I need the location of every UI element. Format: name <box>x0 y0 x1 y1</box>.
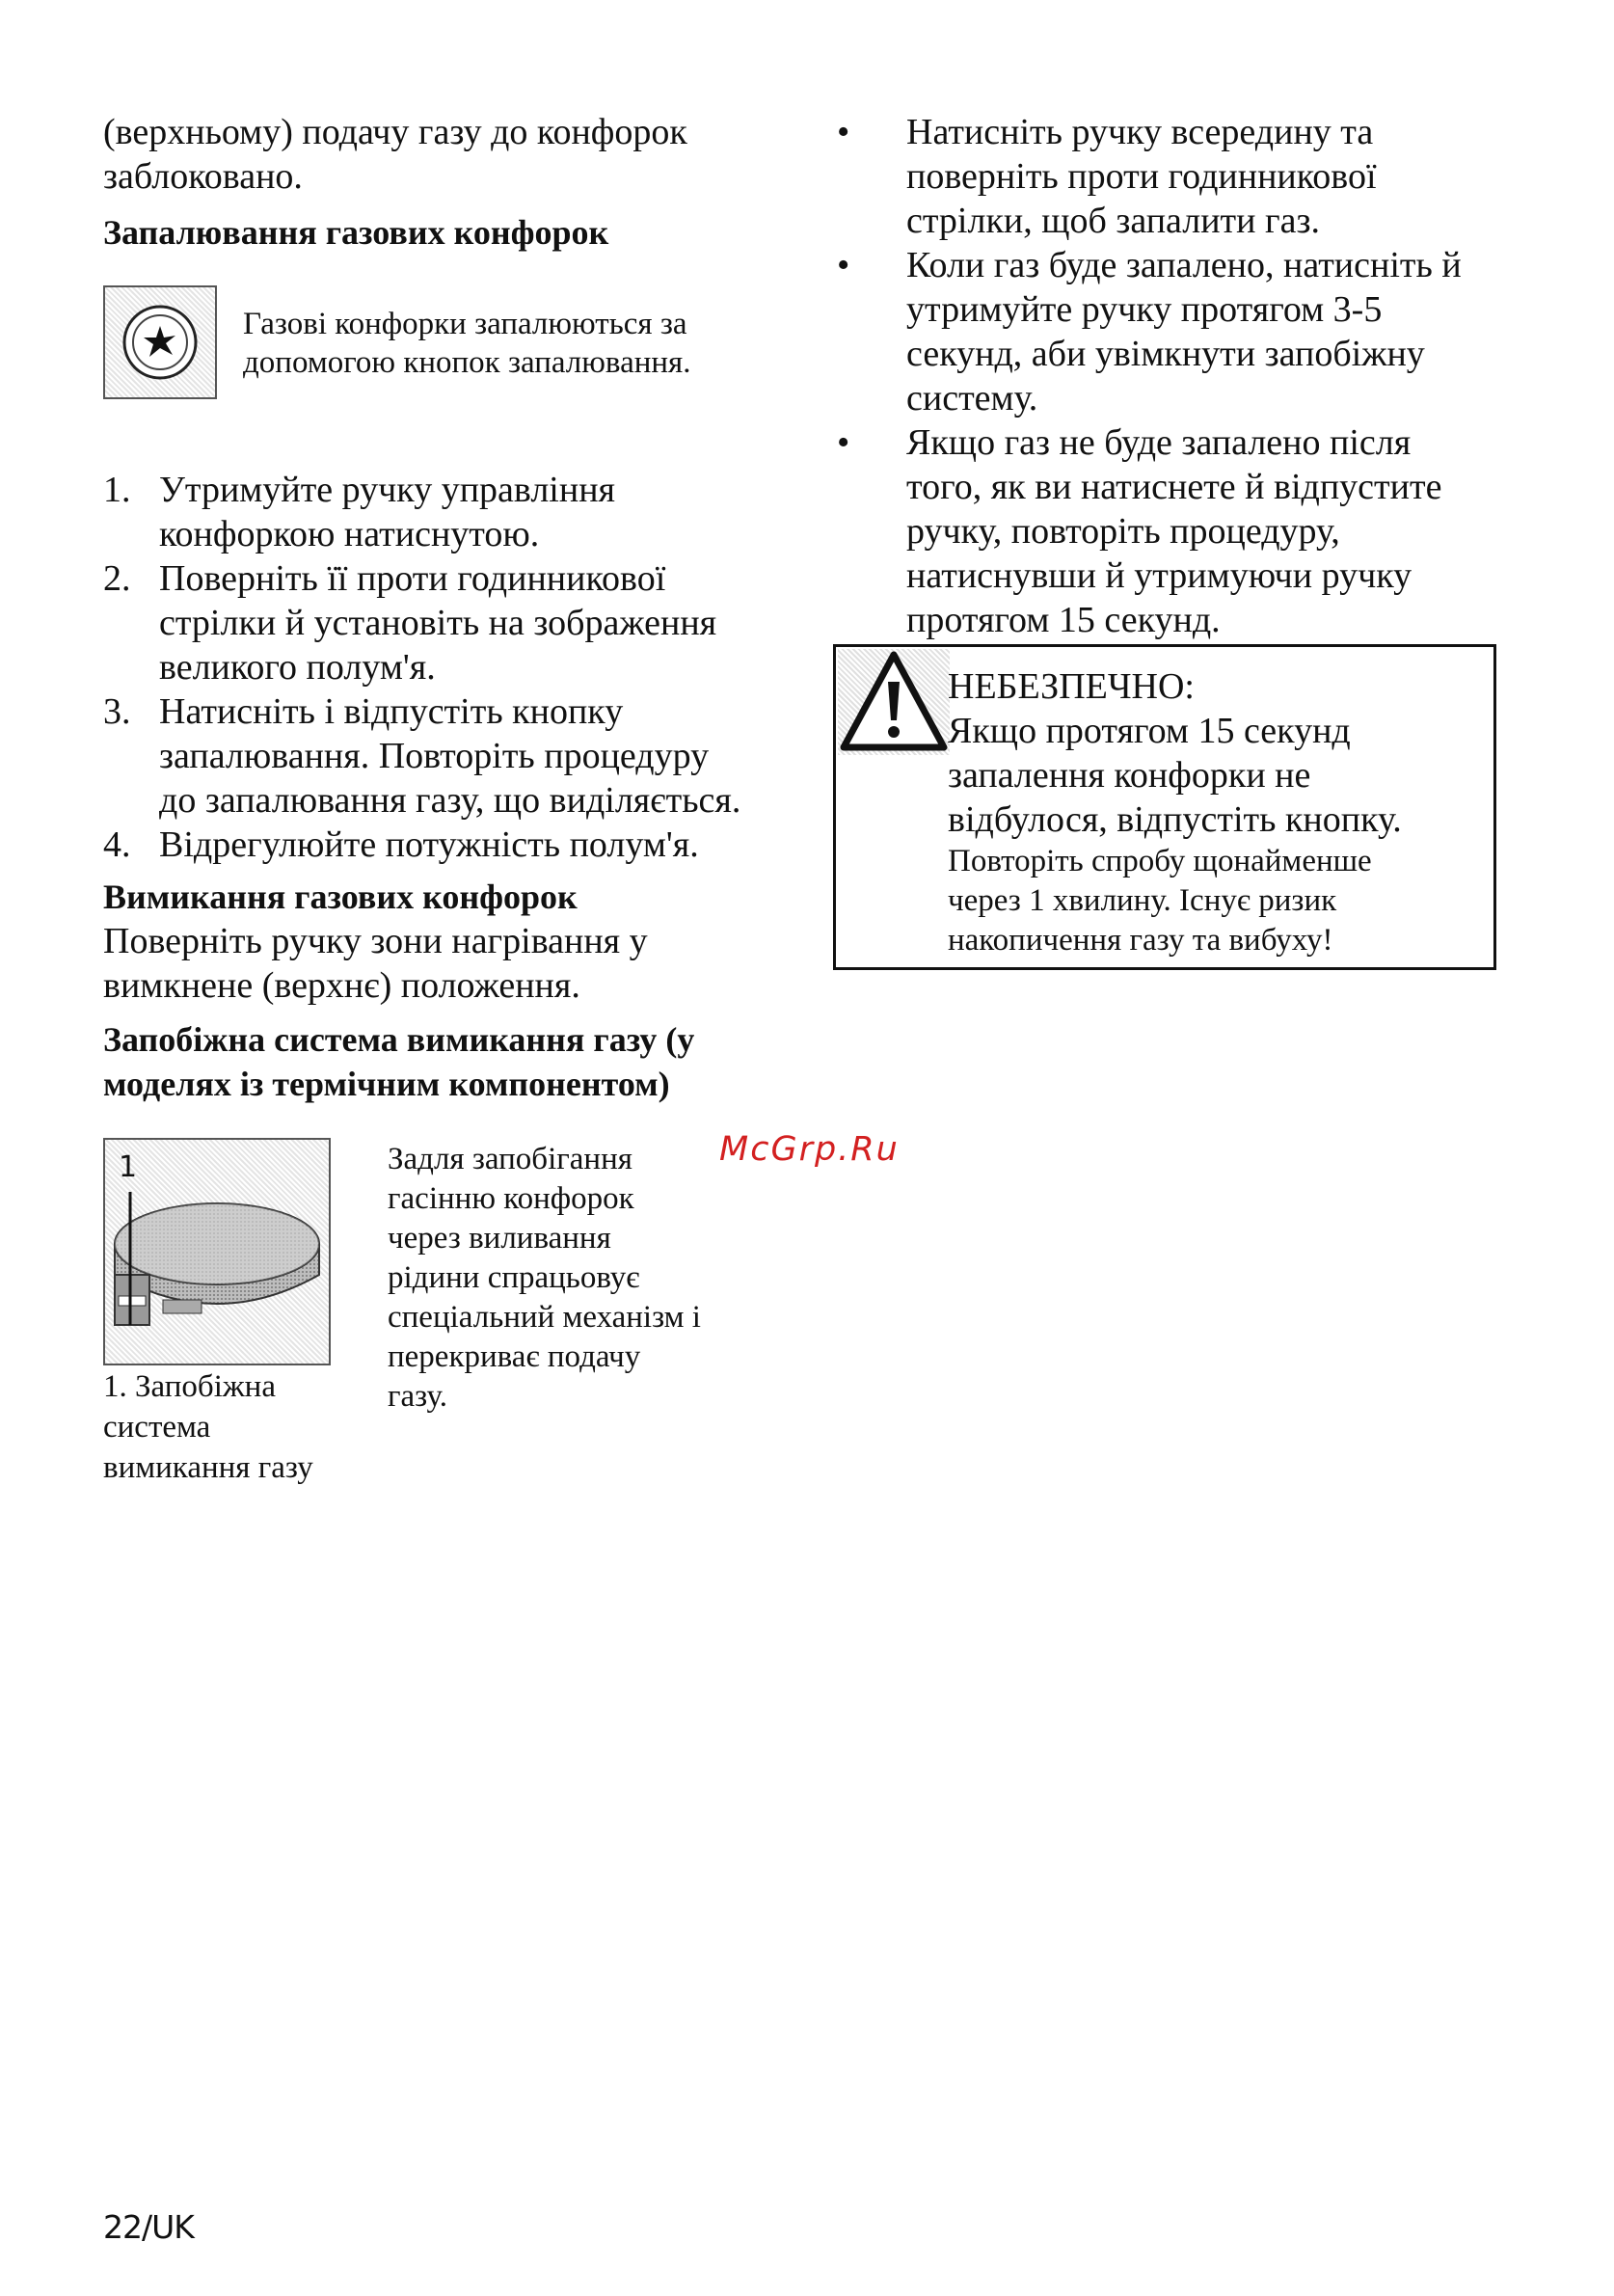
ignition-note-line-2: допомогою кнопок запалювання. <box>243 345 691 380</box>
figure-caption-line-3: вимикання газу <box>103 1450 313 1485</box>
bullet-line: Якщо газ не буде запалено після <box>906 422 1412 463</box>
safety-text-line-3: через виливання <box>388 1221 611 1256</box>
safety-text-line-2: гасінню конфорок <box>388 1181 634 1216</box>
safety-heading-line-1: Запобіжна система вимикання газу (у <box>103 1020 695 1059</box>
step-2 <box>103 556 797 689</box>
bullet-line: Коли газ буде запалено, натисніть й <box>906 245 1462 285</box>
warning-small-line-1: Повторіть спробу щонайменше <box>948 844 1372 878</box>
bullet-line: того, як ви натиснете й відпустите <box>906 467 1442 507</box>
warning-small-line-2: через 1 хвилину. Існує ризик <box>948 883 1337 918</box>
step-4 <box>103 823 797 867</box>
bullet-line: протягом 15 секунд. <box>906 600 1221 640</box>
warning-line-1: Якщо протягом 15 секунд <box>948 711 1351 751</box>
off-line-2: вимкнене (верхнє) положення. <box>103 965 580 1006</box>
ignition-icon-box <box>103 285 217 399</box>
step-line: конфоркою натиснутою. <box>159 514 540 554</box>
bullet-mark: • <box>837 245 850 285</box>
figure-label-number: 1 <box>119 1150 138 1184</box>
safety-text-line-7: газу. <box>388 1379 447 1414</box>
safety-text-line-4: рідини спрацьовує <box>388 1260 640 1295</box>
step-3 <box>103 689 817 823</box>
step-1 <box>103 468 797 556</box>
safety-text-line-5: спеціальний механізм і <box>388 1300 701 1335</box>
figure-caption-line-2: система <box>103 1410 211 1445</box>
bullet-line: систему. <box>906 378 1038 419</box>
warning-icon-area <box>838 649 950 755</box>
watermark: McGrp.Ru <box>719 1130 900 1169</box>
bullet-mark: • <box>837 112 850 152</box>
off-heading: Вимикання газових конфорок <box>103 878 578 916</box>
bullet-line: ручку, повторіть процедуру, <box>906 511 1340 552</box>
warning-line-2: запалення конфорки не <box>948 755 1311 796</box>
bullet-3 <box>837 420 1531 642</box>
safety-text-line-1: Задля запобігання <box>388 1142 632 1176</box>
warning-small-line-3: накопичення газу та вибуху! <box>948 923 1333 958</box>
step-number: 4. <box>103 824 131 865</box>
warning-box <box>833 644 1496 970</box>
ignition-note-line-1: Газові конфорки запалюються за <box>243 307 687 341</box>
bullet-2 <box>837 243 1531 420</box>
bullet-line: Натисніть ручку всередину та <box>906 112 1374 152</box>
burner-figure <box>103 1138 331 1365</box>
step-number: 3. <box>103 691 131 732</box>
safety-text-line-6: перекриває подачу <box>388 1339 641 1374</box>
bullet-line: секунд, аби увімкнути запобіжну <box>906 334 1425 374</box>
bullet-line: натиснувши й утримуючи ручку <box>906 555 1412 596</box>
warning-triangle-icon <box>838 649 950 755</box>
step-line: до запалювання газу, що виділяється. <box>159 780 741 821</box>
warning-line-3: відбулося, відпустіть кнопку. <box>948 799 1402 840</box>
figure-caption-line-1: 1. Запобіжна <box>103 1369 276 1404</box>
step-line: запалювання. Повторіть процедуру <box>159 736 710 776</box>
ignition-heading: Запалювання газових конфорок <box>103 213 609 252</box>
warning-title: НЕБЕЗПЕЧНО: <box>948 666 1195 707</box>
step-number: 1. <box>103 470 131 510</box>
intro-line-2: заблоковано. <box>103 156 303 197</box>
step-line: Відрегулюйте потужність полум'я. <box>159 824 699 865</box>
step-line: Натисніть і відпустіть кнопку <box>159 691 624 732</box>
intro-line-1: (верхньому) подачу газу до конфорок <box>103 112 687 152</box>
step-line: стрілки й установіть на зображення <box>159 603 717 643</box>
bullet-line: поверніть проти годинникової <box>906 156 1377 197</box>
step-line: великого полум'я. <box>159 647 436 688</box>
bullet-line: утримуйте ручку протягом 3-5 <box>906 289 1383 330</box>
step-number: 2. <box>103 558 131 599</box>
bullet-mark: • <box>837 422 850 463</box>
ignition-spark-icon <box>105 287 215 397</box>
burner-cap-icon <box>105 1140 329 1364</box>
bullet-line: стрілки, щоб запалити газ. <box>906 201 1320 241</box>
bullet-1 <box>837 110 1531 243</box>
step-line: Утримуйте ручку управління <box>159 470 616 510</box>
step-line: Поверніть її проти годинникової <box>159 558 666 599</box>
safety-heading-line-2: моделях із термічним компонентом) <box>103 1065 670 1103</box>
page-number: 22/UK <box>103 2208 194 2246</box>
off-line-1: Поверніть ручку зони нагрівання у <box>103 921 648 961</box>
